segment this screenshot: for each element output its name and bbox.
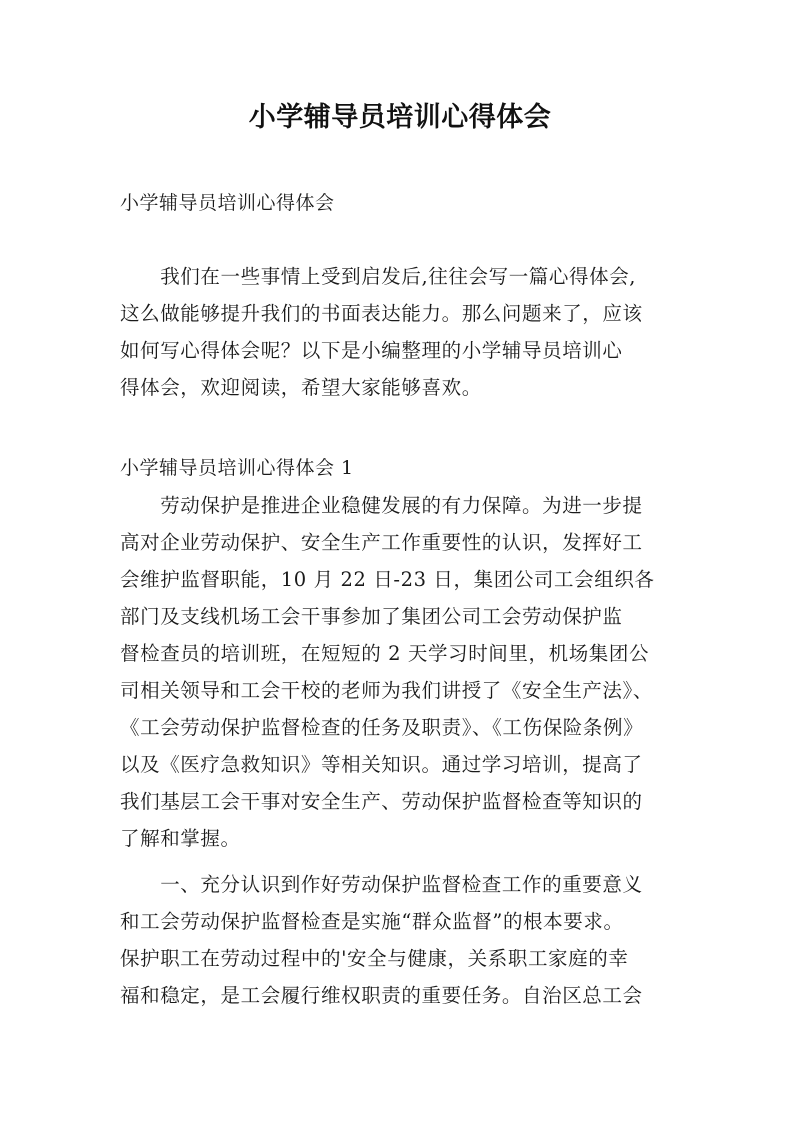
paragraph-line: 部门及支线机场工会干事参加了集团公司工会劳动保护监 — [120, 605, 623, 628]
section-heading: 小学辅导员培训心得体会 1 — [120, 457, 354, 479]
document-subtitle: 小学辅导员培训心得体会 — [120, 192, 335, 214]
paragraph-line: 和工会劳动保护监督检查是实施“群众监督”的根本要求。 — [120, 910, 624, 933]
paragraph-line: 我们基层工会干事对安全生产、劳动保护监督检查等知识的 — [120, 790, 643, 813]
paragraph-line: 一、充分认识到作好劳动保护监督检查工作的重要意义 — [120, 873, 643, 896]
paragraph-line: 保护职工在劳动过程中的'安全与健康，关系职工家庭的幸 — [120, 947, 629, 970]
paragraph-line: 司相关领导和工会干校的老师为我们讲授了《安全生产法》、 — [120, 679, 653, 702]
paragraph-line: 督检查员的培训班，在短短的 2 天学习时间里，机场集团公 — [120, 642, 650, 665]
paragraph-line: 以及《医疗急救知识》等相关知识。通过学习培训，提高了 — [120, 753, 643, 776]
paragraph-line: 这么做能够提升我们的书面表达能力。那么问题来了，应该 — [120, 302, 643, 325]
document-title: 小学辅导员培训心得体会 — [248, 102, 552, 133]
paragraph-line: 我们在一些事情上受到启发后,往往会写一篇心得体会, — [120, 265, 637, 288]
intro-paragraph — [120, 258, 700, 406]
paragraph-line: 高对企业劳动保护、安全生产工作重要性的认识，发挥好工 — [120, 531, 643, 554]
paragraph-line: 了解和掌握。 — [120, 827, 241, 850]
body-paragraph-1 — [120, 487, 700, 857]
paragraph-line: 会维护监督职能，10 月 22 日-23 日，集团公司工会组织各 — [120, 568, 655, 591]
paragraph-line: 劳动保护是推进企业稳健发展的有力保障。为进一步提 — [120, 494, 643, 517]
paragraph-line: 《工会劳动保护监督检查的任务及职责》、《工伤保险条例》 — [120, 716, 644, 739]
body-paragraph-2 — [120, 866, 700, 1014]
paragraph-line: 福和稳定，是工会履行维权职责的重要任务。自治区总工会 — [120, 984, 643, 1007]
paragraph-line: 如何写心得体会呢？以下是小编整理的小学辅导员培训心 — [120, 339, 623, 362]
paragraph-line: 得体会，欢迎阅读，希望大家能够喜欢。 — [120, 376, 482, 399]
